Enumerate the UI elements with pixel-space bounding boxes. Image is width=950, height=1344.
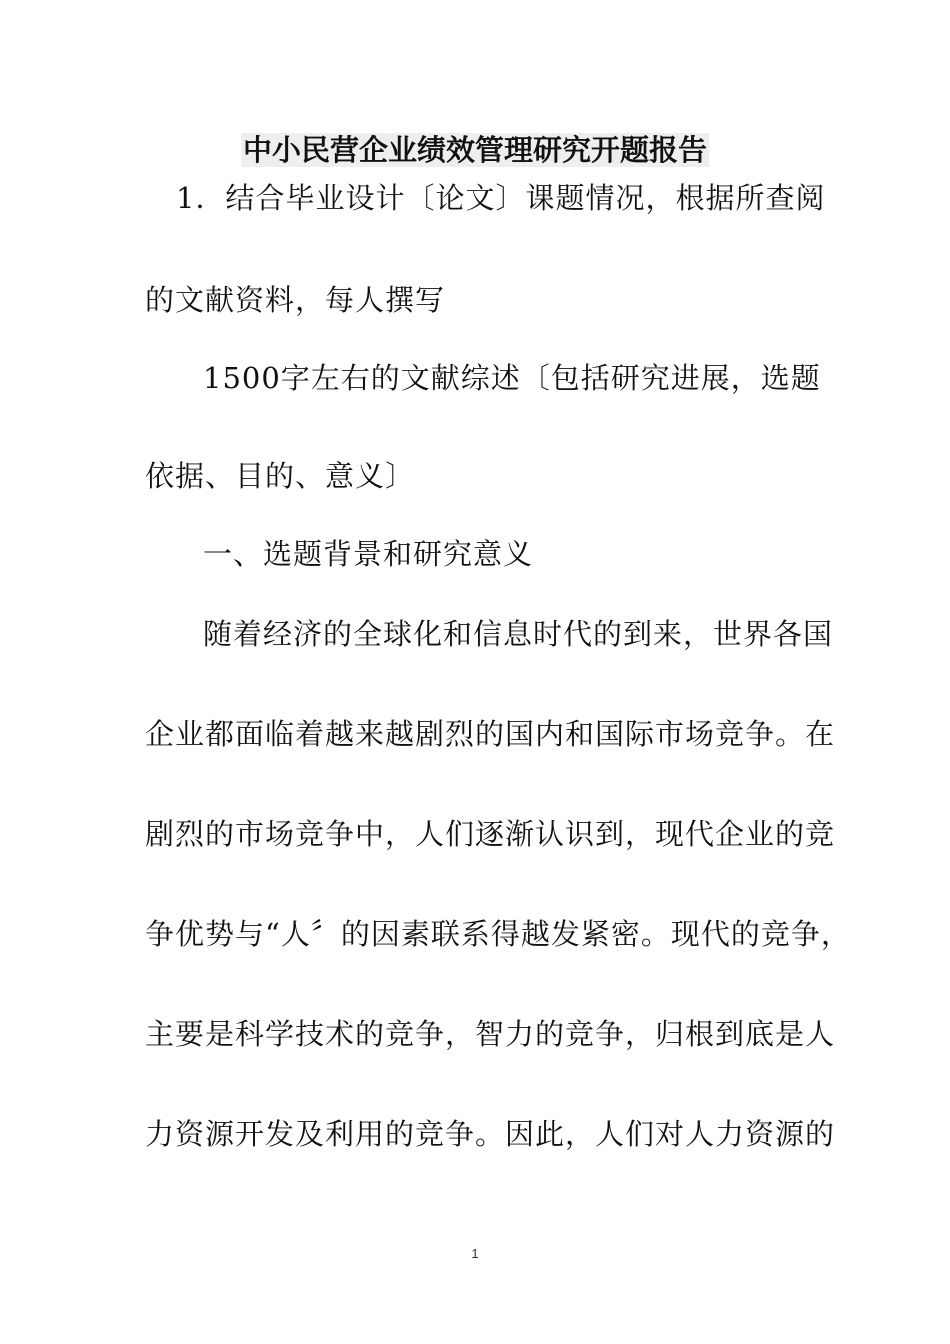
page-number: 1 [471, 1246, 479, 1261]
document-title [0, 128, 950, 172]
paragraph-line: 剧烈的市场竞争中，人们逐渐认识到，现代企业的竞 [145, 817, 836, 851]
paragraph-line: 争优势与“人〞的因素联系得越发紧密。现代的竞争， [145, 917, 851, 951]
paragraph-line: 随着经济的全球化和信息时代的到来，世界各国 [203, 617, 834, 651]
paragraph-line: 主要是科学技术的竞争，智力的竞争，归根到底是人 [145, 1017, 836, 1051]
section-heading: 一、选题背景和研究意义 [203, 537, 534, 571]
paragraph-line: 力资源开发及利用的竞争。因此，人们对人力资源的 [145, 1117, 836, 1151]
document-title-text: 中小民营企业绩效管理研究开题报告 [242, 133, 707, 167]
paragraph-line: 1500字左右的文献综述〔包括研究进展，选题 [203, 361, 821, 395]
paragraph-line: 依据、目的、意义〕 [145, 459, 416, 493]
paragraph-line: 企业都面临着越来越剧烈的国内和国际市场竞争。在 [145, 717, 836, 751]
paragraph-line: 的文献资料，每人撰写 [145, 283, 446, 317]
paragraph-line: 1．结合毕业设计〔论文〕课题情况，根据所查阅 [176, 181, 826, 215]
